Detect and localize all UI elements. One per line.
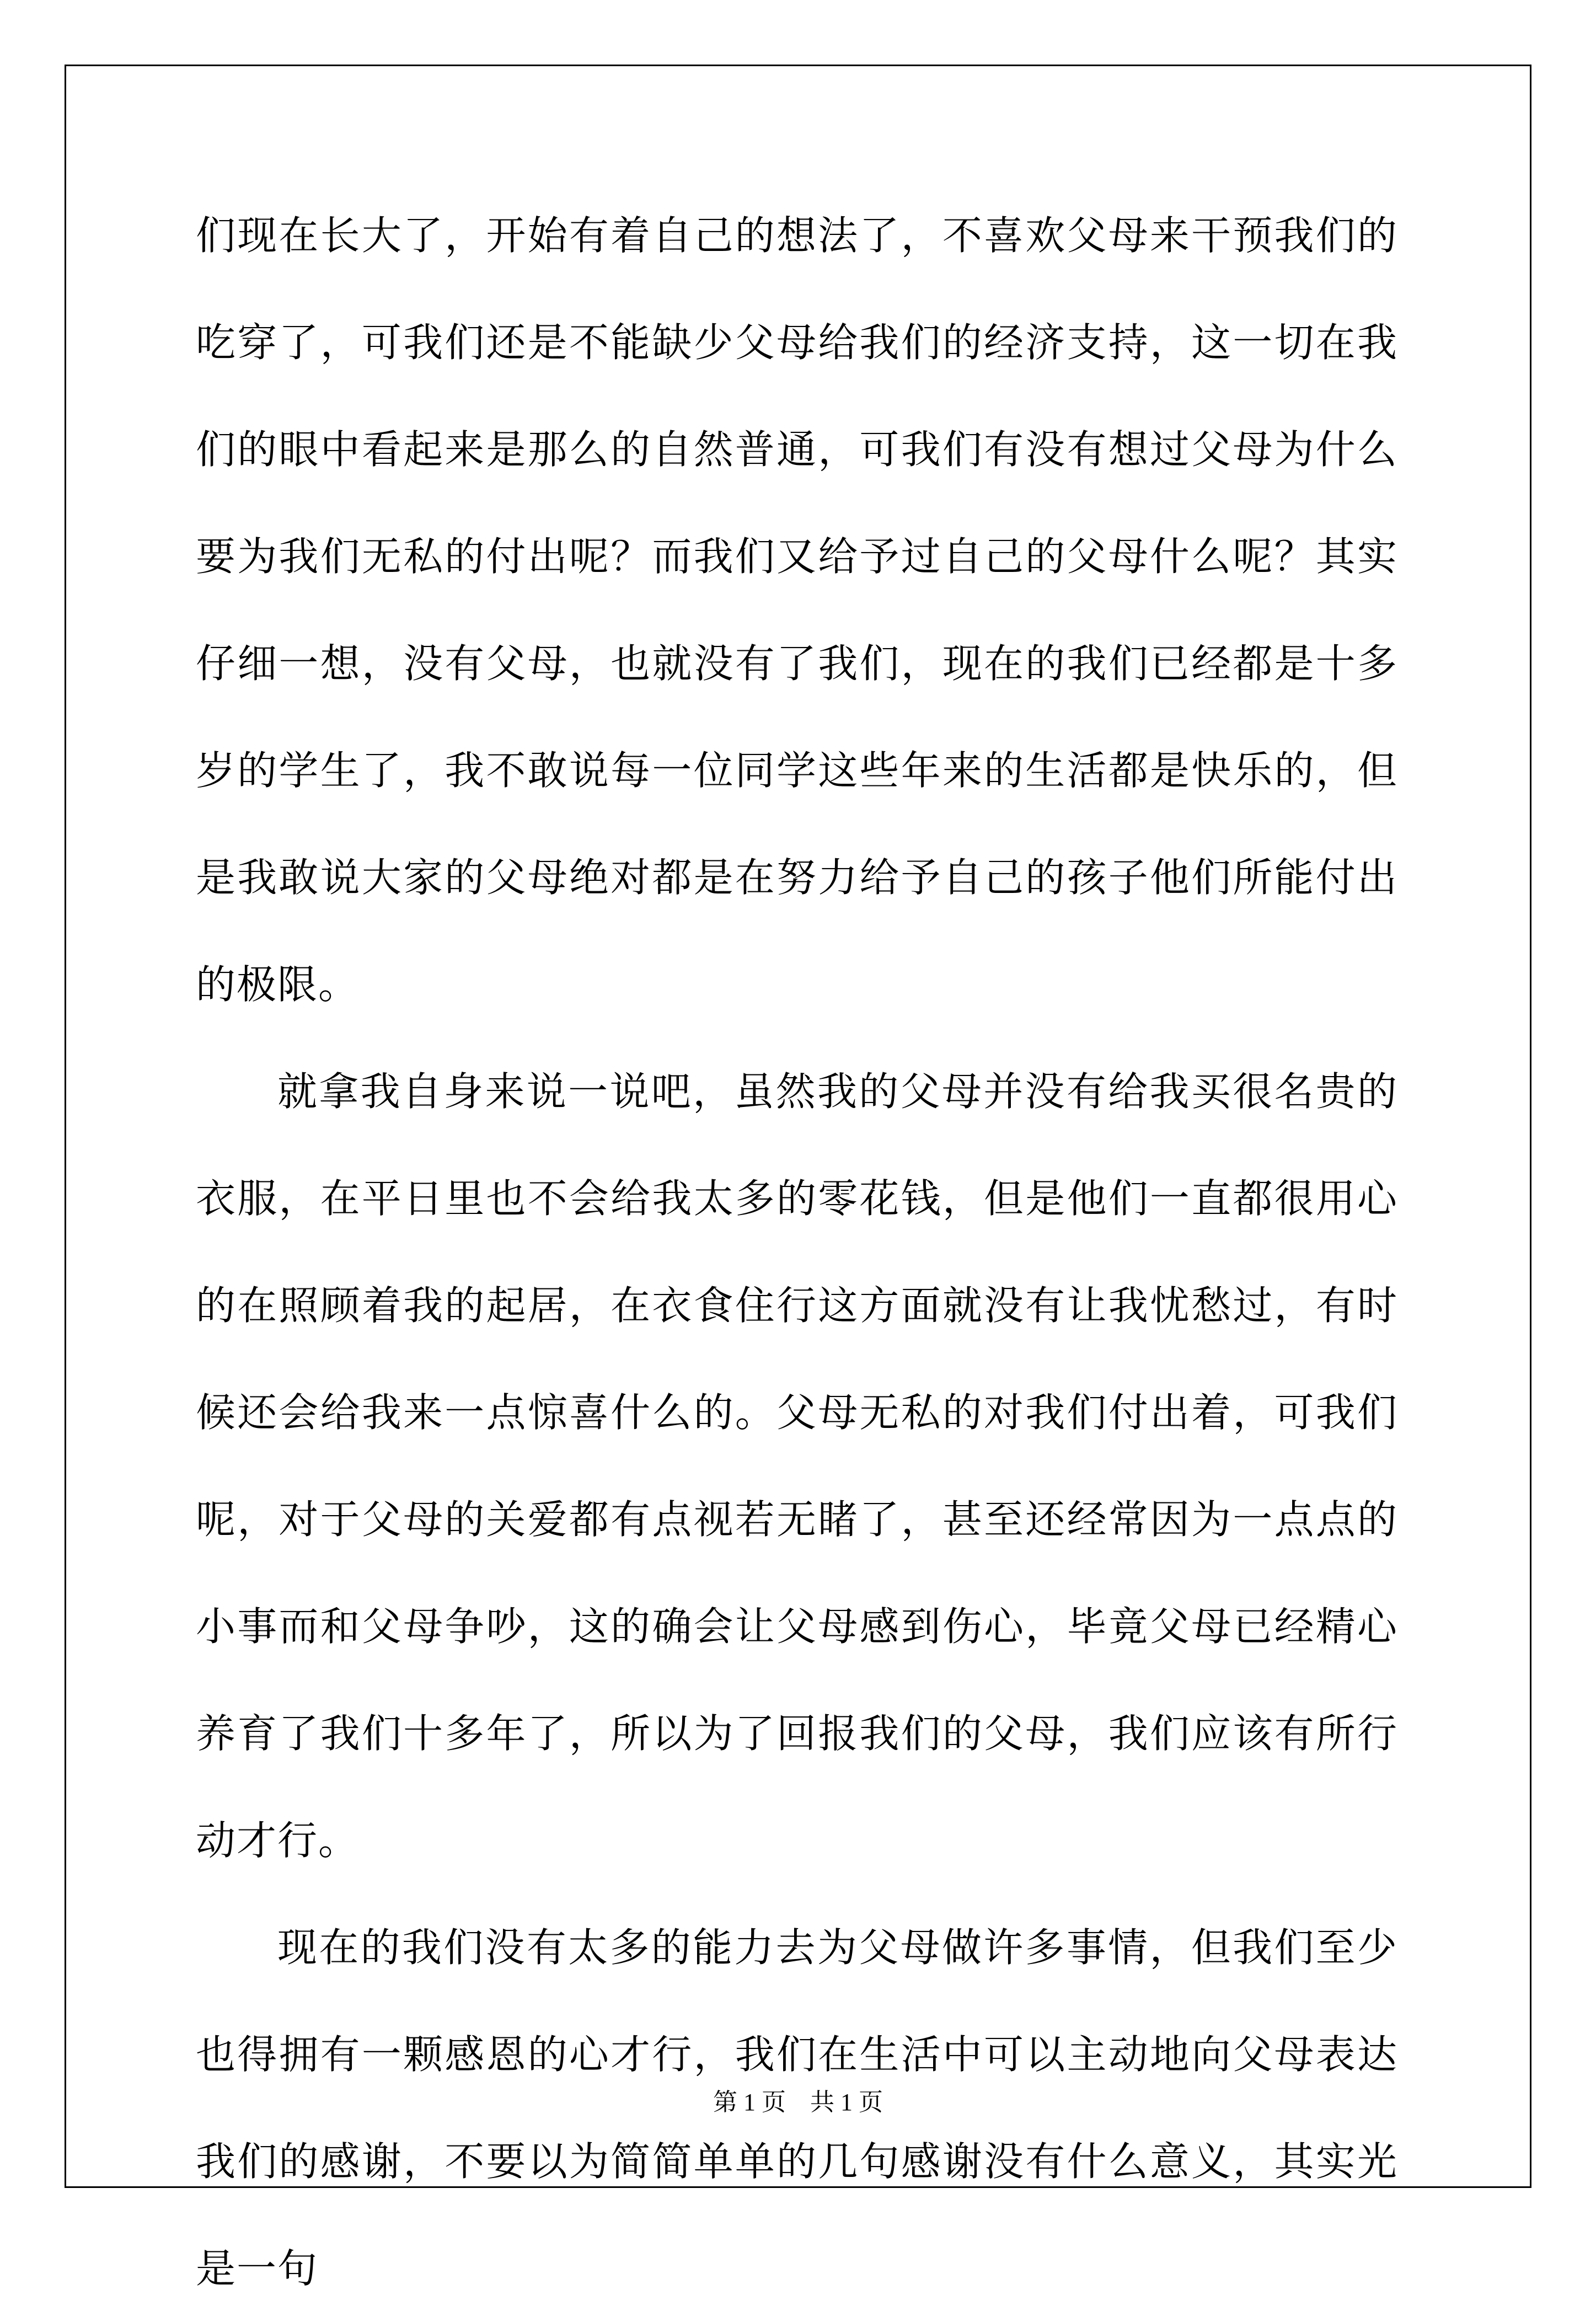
footer-spacer <box>786 2089 810 2116</box>
paragraph-1: 们现在长大了，开始有着自己的想法了，不喜欢父母来干预我们的吃穿了，可我们还是不能缺少父母给我们的经济支持，这一切在我们的眼中看起来是那么的自然普通，可我们有没有想过父母为什么要为我们无私的付出呢？而我们又给予过自己的父母什么呢？其实仔细一想，没有父母，也就没有了我们，现在的我们已经都是十多岁的学生了，我不敢说每一位同学这些年来的生活都是快乐的，但是我敢说大家的父母绝对都是在努力给予自己的孩子他们所能付出的极限。 <box>196 212 1398 1008</box>
paragraph-3: 现在的我们没有太多的能力去为父母做许多事情，但我们至少也得拥有一颗感恩的心才行，我们在生活中可以主动地向父母表达我们的感谢，不要以为简简单单的几句感谢没有什么意义，其实光是一句 <box>196 1924 1398 2292</box>
document-body <box>196 182 1398 2322</box>
page-total: 共 1 页 <box>810 2089 883 2116</box>
page-footer <box>0 2082 1596 2117</box>
paragraph-2: 就拿我自身来说一说吧，虽然我的父母并没有给我买很名贵的衣服，在平日里也不会给我太多的零花钱，但是他们一直都很用心的在照顾着我的起居，在衣食住行这方面就没有让我忧愁过，有时候还会给我来一点惊喜什么的。父母无私的对我们付出着，可我们呢，对于父母的关爱都有点视若无睹了，甚至还经常因为一点点的小事而和父母争吵，这的确会让父母感到伤心，毕竟父母已经精心养育了我们十多年了，所以为了回报我们的父母，我们应该有所行动才行。 <box>196 1068 1398 1864</box>
page-number: 第 1 页 <box>713 2089 786 2116</box>
